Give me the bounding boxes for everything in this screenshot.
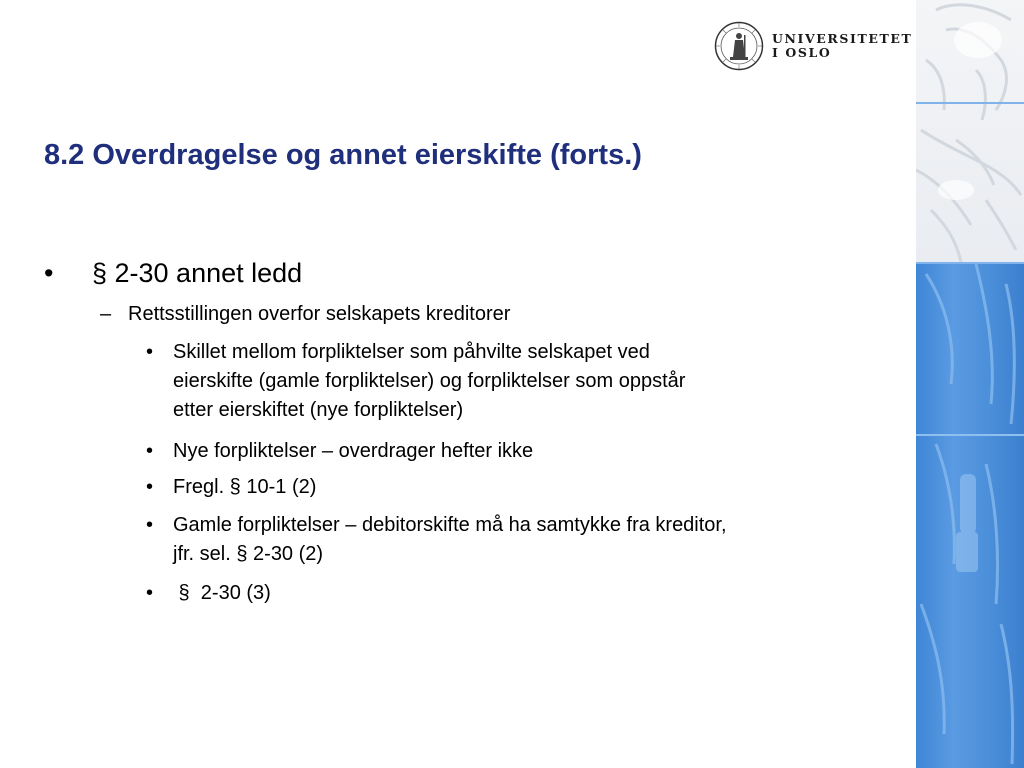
sub-bullet-text bbox=[173, 511, 883, 569]
logo-text bbox=[772, 32, 912, 60]
bullet-marker: • bbox=[146, 341, 154, 363]
bullet-marker: • bbox=[146, 476, 154, 498]
text-line: Nye forpliktelser – overdrager hefter ikke bbox=[173, 440, 534, 462]
text-line: eierskifte (gamle forpliktelser) og forpliktelser som oppstår bbox=[173, 370, 686, 392]
bullet-text: Rettsstillingen overfor selskapets kreditorer bbox=[128, 303, 511, 325]
decorative-line-1 bbox=[916, 102, 1024, 104]
statue-relief-icon bbox=[916, 0, 1024, 264]
text-line: etter eierskiftet (nye forpliktelser) bbox=[173, 399, 464, 421]
dash-marker: – bbox=[100, 303, 112, 325]
bullet-text: § 2-30 annet ledd bbox=[92, 258, 303, 288]
bullet-marker: • bbox=[44, 258, 54, 288]
text-line: jfr. sel. § 2-30 (2) bbox=[173, 543, 324, 565]
text-line: § 2-30 (3) bbox=[173, 582, 271, 604]
logo-line-2: I OSLO bbox=[772, 45, 832, 60]
decorative-relief-top bbox=[916, 0, 1024, 264]
statue-relief-blue-icon bbox=[916, 264, 1024, 768]
text-line: Gamle forpliktelser – debitorskifte må ha samtykke fra kreditor, bbox=[173, 514, 727, 536]
text-line: Fregl. § 10-1 (2) bbox=[173, 476, 317, 498]
bullet-marker: • bbox=[146, 440, 154, 462]
sub-bullet-text bbox=[173, 338, 883, 425]
text-line: Skillet mellom forpliktelser som påhvilte selskapet ved bbox=[173, 341, 650, 363]
decorative-relief-bottom bbox=[916, 264, 1024, 768]
sub-bullet-text bbox=[173, 437, 883, 466]
bullet-marker: • bbox=[146, 582, 154, 604]
sub-bullet-text bbox=[173, 473, 883, 502]
bullet-marker: • bbox=[146, 514, 154, 536]
sub-bullet-text bbox=[173, 579, 883, 608]
logo-line-1: UNIVERSITETET bbox=[772, 31, 913, 46]
slide-title: 8.2 Overdragelse og annet eierskifte (forts.) bbox=[44, 139, 642, 171]
university-logo bbox=[714, 21, 912, 71]
university-seal-icon bbox=[714, 21, 764, 71]
